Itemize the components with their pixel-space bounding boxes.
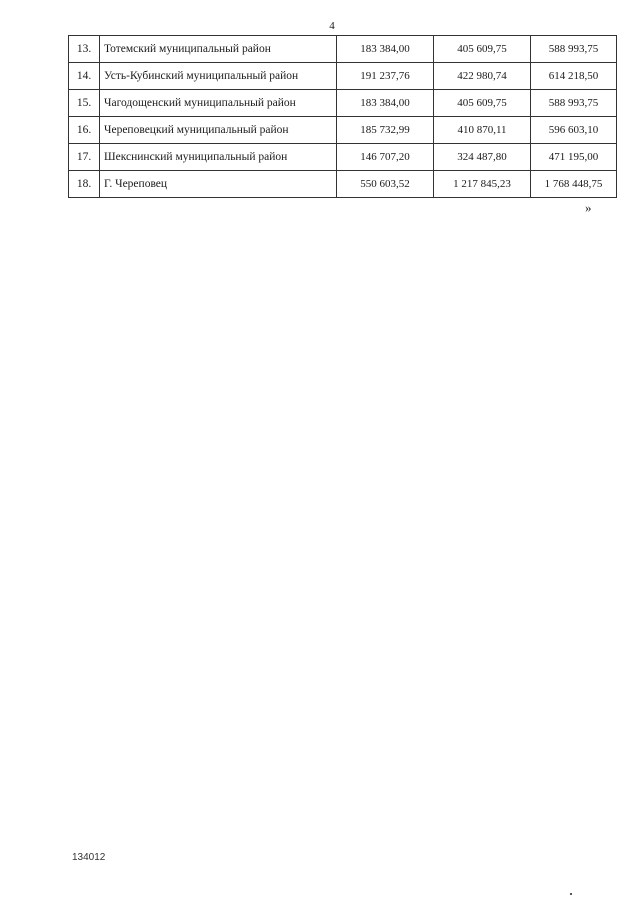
total-cell: 1 768 448,75 [531,171,617,198]
total-cell: 614 218,50 [531,63,617,90]
closing-quote: » [585,200,592,215]
table-row [69,36,617,63]
table-row [69,144,617,171]
row-number: 17. [69,144,100,171]
row-number: 16. [69,117,100,144]
table-row [69,171,617,198]
amount-cell: 405 609,75 [434,90,531,117]
district-name: Тотемский муниципальный район [100,36,337,63]
total-cell: 596 603,10 [531,117,617,144]
total-cell: 588 993,75 [531,36,617,63]
amount-cell: 191 237,76 [337,63,434,90]
row-number: 13. [69,36,100,63]
district-name: Чагодощенский муниципальный район [100,90,337,117]
amount-cell: 183 384,00 [337,36,434,63]
amount-cell: 422 980,74 [434,63,531,90]
district-name: Череповецкий муниципальный район [100,117,337,144]
allocation-table-grid [68,35,617,198]
amount-cell: 324 487,80 [434,144,531,171]
total-cell: 588 993,75 [531,90,617,117]
scan-speck [570,893,572,895]
district-name: Усть-Кубинский муниципальный район [100,63,337,90]
amount-cell: 550 603,52 [337,171,434,198]
row-number: 18. [69,171,100,198]
row-number: 14. [69,63,100,90]
district-name: Шекснинский муниципальный район [100,144,337,171]
amount-cell: 405 609,75 [434,36,531,63]
district-name: Г. Череповец [100,171,337,198]
row-number: 15. [69,90,100,117]
amount-cell: 410 870,11 [434,117,531,144]
table-row [69,117,617,144]
amount-cell: 183 384,00 [337,90,434,117]
table-row [69,90,617,117]
page-number: 4 [329,20,335,32]
table-row [69,63,617,90]
document-code: 134012 [72,852,106,863]
amount-cell: 185 732,99 [337,117,434,144]
amount-cell: 146 707,20 [337,144,434,171]
allocation-table [68,35,616,198]
amount-cell: 1 217 845,23 [434,171,531,198]
total-cell: 471 195,00 [531,144,617,171]
